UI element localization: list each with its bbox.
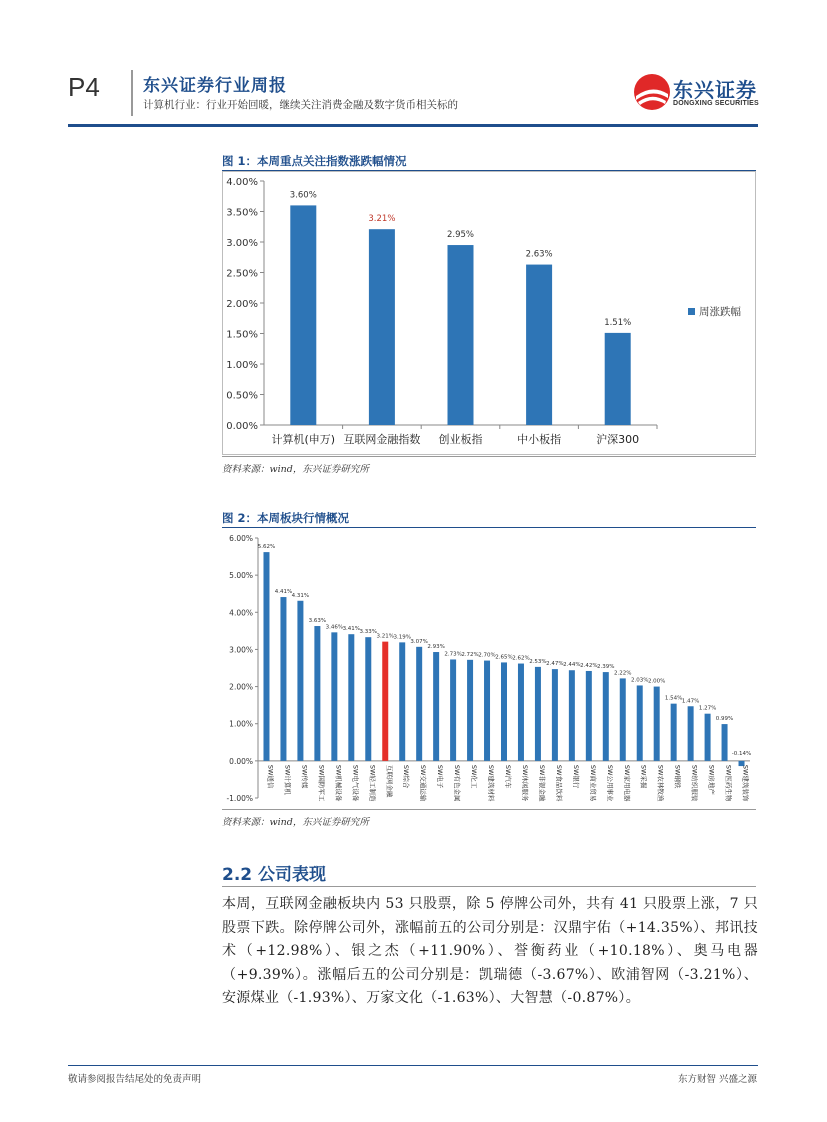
bar-value-label: 3.63% bbox=[308, 618, 327, 625]
bar-value-label: 3.07% bbox=[410, 638, 428, 645]
bar bbox=[280, 597, 286, 761]
bar-value-label: 2.22% bbox=[614, 670, 632, 677]
figure2-caption: 图 2：本周板块行情概况 bbox=[222, 511, 350, 525]
y-tick-label: 0.50% bbox=[226, 390, 258, 402]
bar-value-label: 0.99% bbox=[715, 716, 734, 723]
bar-value-label: 2.65% bbox=[495, 654, 513, 661]
bar bbox=[448, 245, 474, 425]
bar bbox=[518, 664, 524, 761]
figure1-bar-chart bbox=[222, 171, 756, 455]
bar-value-label: 2.63% bbox=[525, 249, 553, 260]
category-label: SW电子 bbox=[436, 764, 445, 789]
bar-value-label: 2.39% bbox=[597, 664, 615, 671]
figure1-caption: 图 1：本周重点关注指数涨跌幅情况 bbox=[222, 154, 407, 168]
category-label: SW传媒 bbox=[300, 764, 309, 789]
category-label: 互联网金融 bbox=[385, 764, 394, 798]
bar bbox=[365, 637, 371, 761]
bar bbox=[263, 552, 269, 761]
bar-value-label: 1.54% bbox=[664, 695, 683, 702]
bar bbox=[290, 205, 316, 425]
y-tick-label: 3.00% bbox=[229, 645, 253, 655]
category-label: SW医药生物 bbox=[724, 764, 733, 802]
logo-text-en: DONGXING SECURITIES bbox=[673, 100, 759, 107]
bar-value-label: 3.21% bbox=[368, 214, 396, 225]
bar-value-label: 2.70% bbox=[478, 652, 496, 659]
bar bbox=[314, 626, 320, 761]
figure1-bottom-rule bbox=[222, 456, 756, 457]
bar bbox=[501, 662, 507, 760]
bar bbox=[620, 678, 626, 760]
category-label: SW农林牧渔 bbox=[656, 764, 665, 802]
bar-value-label: 2.72% bbox=[461, 651, 479, 658]
y-tick-label: 0.00% bbox=[229, 756, 253, 766]
bar-value-label: 5.62% bbox=[257, 544, 276, 551]
figure2-bar-chart bbox=[222, 528, 756, 808]
bar bbox=[484, 661, 490, 761]
bar-value-label: -0.14% bbox=[731, 750, 752, 757]
legend-swatch bbox=[688, 308, 695, 315]
y-tick-label: 3.00% bbox=[226, 238, 258, 249]
category-label: SW有色金属 bbox=[453, 764, 462, 802]
footer-slogan: 东方财智 兴盛之源 bbox=[677, 1074, 757, 1085]
bar bbox=[586, 671, 592, 761]
y-tick-label: 3.50% bbox=[226, 207, 258, 219]
bar bbox=[654, 687, 660, 761]
category-label: SW化工 bbox=[470, 764, 479, 789]
bar bbox=[526, 265, 552, 425]
bar-value-label: 3.33% bbox=[359, 629, 378, 636]
category-label: SW计算机 bbox=[283, 764, 292, 795]
bar-value-label: 2.47% bbox=[546, 661, 564, 668]
category-label: SW建筑材料 bbox=[487, 764, 496, 802]
bar-value-label: 2.93% bbox=[427, 644, 445, 651]
y-tick-label: 1.00% bbox=[229, 719, 253, 729]
bar bbox=[348, 634, 354, 761]
category-label: SW机械设备 bbox=[334, 764, 343, 802]
bar-value-label: 3.21% bbox=[376, 633, 394, 640]
bar bbox=[535, 667, 541, 761]
y-tick-label: 6.00% bbox=[229, 534, 253, 543]
bar-value-label: 3.19% bbox=[393, 634, 411, 641]
category-label: SW国防军工 bbox=[317, 764, 326, 802]
category-label: 中小板指 bbox=[517, 433, 562, 446]
bar bbox=[705, 714, 711, 761]
category-label: SW综合 bbox=[402, 764, 411, 789]
y-tick-label: 2.00% bbox=[226, 299, 258, 310]
bar-value-label: 2.00% bbox=[647, 678, 666, 685]
bar-value-label: 3.60% bbox=[289, 190, 317, 201]
bar-value-label: 3.41% bbox=[342, 626, 361, 633]
y-tick-label: 1.00% bbox=[226, 360, 258, 371]
category-label: SW钢铁 bbox=[673, 764, 682, 789]
bar bbox=[467, 660, 473, 761]
bar-value-label: 3.46% bbox=[325, 624, 344, 631]
category-label: SW汽车 bbox=[504, 764, 512, 789]
bar bbox=[552, 669, 558, 761]
bar bbox=[331, 632, 337, 761]
bar bbox=[603, 672, 609, 761]
figure1-source: 资料来源：wind，东兴证券研究所 bbox=[222, 464, 369, 475]
category-label: SW休闲服务 bbox=[520, 764, 529, 802]
header-divider bbox=[131, 70, 133, 116]
bar bbox=[637, 685, 643, 760]
y-tick-label: 2.50% bbox=[226, 268, 258, 280]
logo-text-cn: 东兴证券 bbox=[673, 78, 757, 102]
category-label: SW通信 bbox=[266, 764, 275, 789]
bar bbox=[450, 659, 456, 760]
footer-rule bbox=[68, 1065, 758, 1066]
bar-value-label: 2.62% bbox=[512, 655, 530, 662]
category-label: SW银行 bbox=[571, 764, 580, 789]
category-label: SW家用电器 bbox=[622, 764, 631, 802]
category-label: SW商业贸易 bbox=[588, 764, 597, 802]
bar-value-label: 1.47% bbox=[681, 698, 700, 705]
category-label: 互联网金融指数 bbox=[343, 433, 421, 446]
section-rule bbox=[222, 886, 756, 887]
footer-disclaimer: 敬请参阅报告结尾处的免责声明 bbox=[68, 1074, 202, 1085]
legend-label: 周涨跌幅 bbox=[699, 306, 741, 318]
report-brand-title: 东兴证券行业周报 bbox=[143, 76, 287, 96]
y-tick-label: 4.00% bbox=[226, 177, 258, 188]
y-tick-label: 2.00% bbox=[229, 682, 253, 692]
y-tick-label: 1.50% bbox=[226, 329, 258, 341]
category-label: 创业板指 bbox=[438, 433, 483, 446]
category-label: 计算机(申万) bbox=[271, 433, 336, 446]
bar-value-label: 4.31% bbox=[291, 592, 310, 599]
category-label: 沪深300 bbox=[596, 433, 640, 446]
bar-value-label: 2.95% bbox=[446, 230, 475, 241]
bar-value-label: 2.53% bbox=[529, 658, 547, 665]
bar-value-label: 2.44% bbox=[563, 662, 581, 669]
category-label: SW纺织服装 bbox=[690, 764, 699, 802]
section-heading: 2.2 公司表现 bbox=[222, 865, 327, 885]
category-label: SW采掘 bbox=[639, 764, 648, 789]
figure2-source: 资料来源：wind，东兴证券研究所 bbox=[222, 817, 369, 828]
bar bbox=[399, 642, 405, 760]
bar bbox=[433, 652, 439, 761]
y-tick-label: 0.00% bbox=[226, 421, 258, 432]
bar-value-label: 2.73% bbox=[444, 651, 462, 658]
bar bbox=[605, 333, 631, 425]
page-number: P4 bbox=[68, 72, 100, 102]
y-tick-label: 4.00% bbox=[229, 608, 253, 618]
bar-value-label: 1.27% bbox=[698, 705, 717, 712]
y-tick-label: -1.00% bbox=[226, 794, 253, 803]
y-tick-label: 5.00% bbox=[229, 571, 253, 581]
bar bbox=[382, 642, 388, 761]
category-label: SW建筑装饰 bbox=[741, 764, 750, 802]
category-label: SW公用事业 bbox=[605, 764, 614, 802]
figure2-bottom-rule bbox=[222, 809, 756, 810]
category-label: SW食品饮料 bbox=[554, 764, 563, 802]
category-label: SW交通运输 bbox=[419, 764, 428, 802]
bar-value-label: 2.03% bbox=[630, 677, 649, 684]
category-label: SW电气设备 bbox=[351, 764, 360, 802]
category-label: SW轻工制造 bbox=[368, 764, 377, 802]
section-body-paragraph: 本周，互联网金融板块内 53 只股票，除 5 停牌公司外，共有 41 只股票上涨，7 只股票下跌。除停牌公司外，涨幅前五的公司分别是：汉鼎宇佑（+14.35%）、邦讯技术（+12.98%）、银之杰（+11.90%）、誉衡药业（+10.18%）、奥马电器（+9.39%）。涨幅后五的公司分别是：凯瑞德（-3.67%）、欧浦智网（-3.21%）、安源煤业（-1.93%）、万家文化（-1.63%）、大智慧（-0.87%）。 bbox=[222, 896, 758, 1006]
bar bbox=[569, 670, 575, 761]
category-label: SW房地产 bbox=[707, 764, 716, 795]
report-subtitle: 计算机行业：行业开始回暖，继续关注消费金融及数字货币相关标的 bbox=[143, 99, 458, 111]
bar-value-label: 2.42% bbox=[580, 662, 598, 669]
bar bbox=[688, 706, 694, 761]
bar-value-label: 1.51% bbox=[604, 317, 632, 328]
bar bbox=[416, 647, 422, 761]
header-rule bbox=[68, 124, 758, 127]
bar-value-label: 4.41% bbox=[274, 589, 293, 596]
bar bbox=[671, 704, 677, 761]
bar bbox=[297, 601, 303, 761]
bar bbox=[369, 229, 395, 425]
bar bbox=[722, 724, 728, 761]
category-label: SW非银金融 bbox=[537, 764, 546, 802]
